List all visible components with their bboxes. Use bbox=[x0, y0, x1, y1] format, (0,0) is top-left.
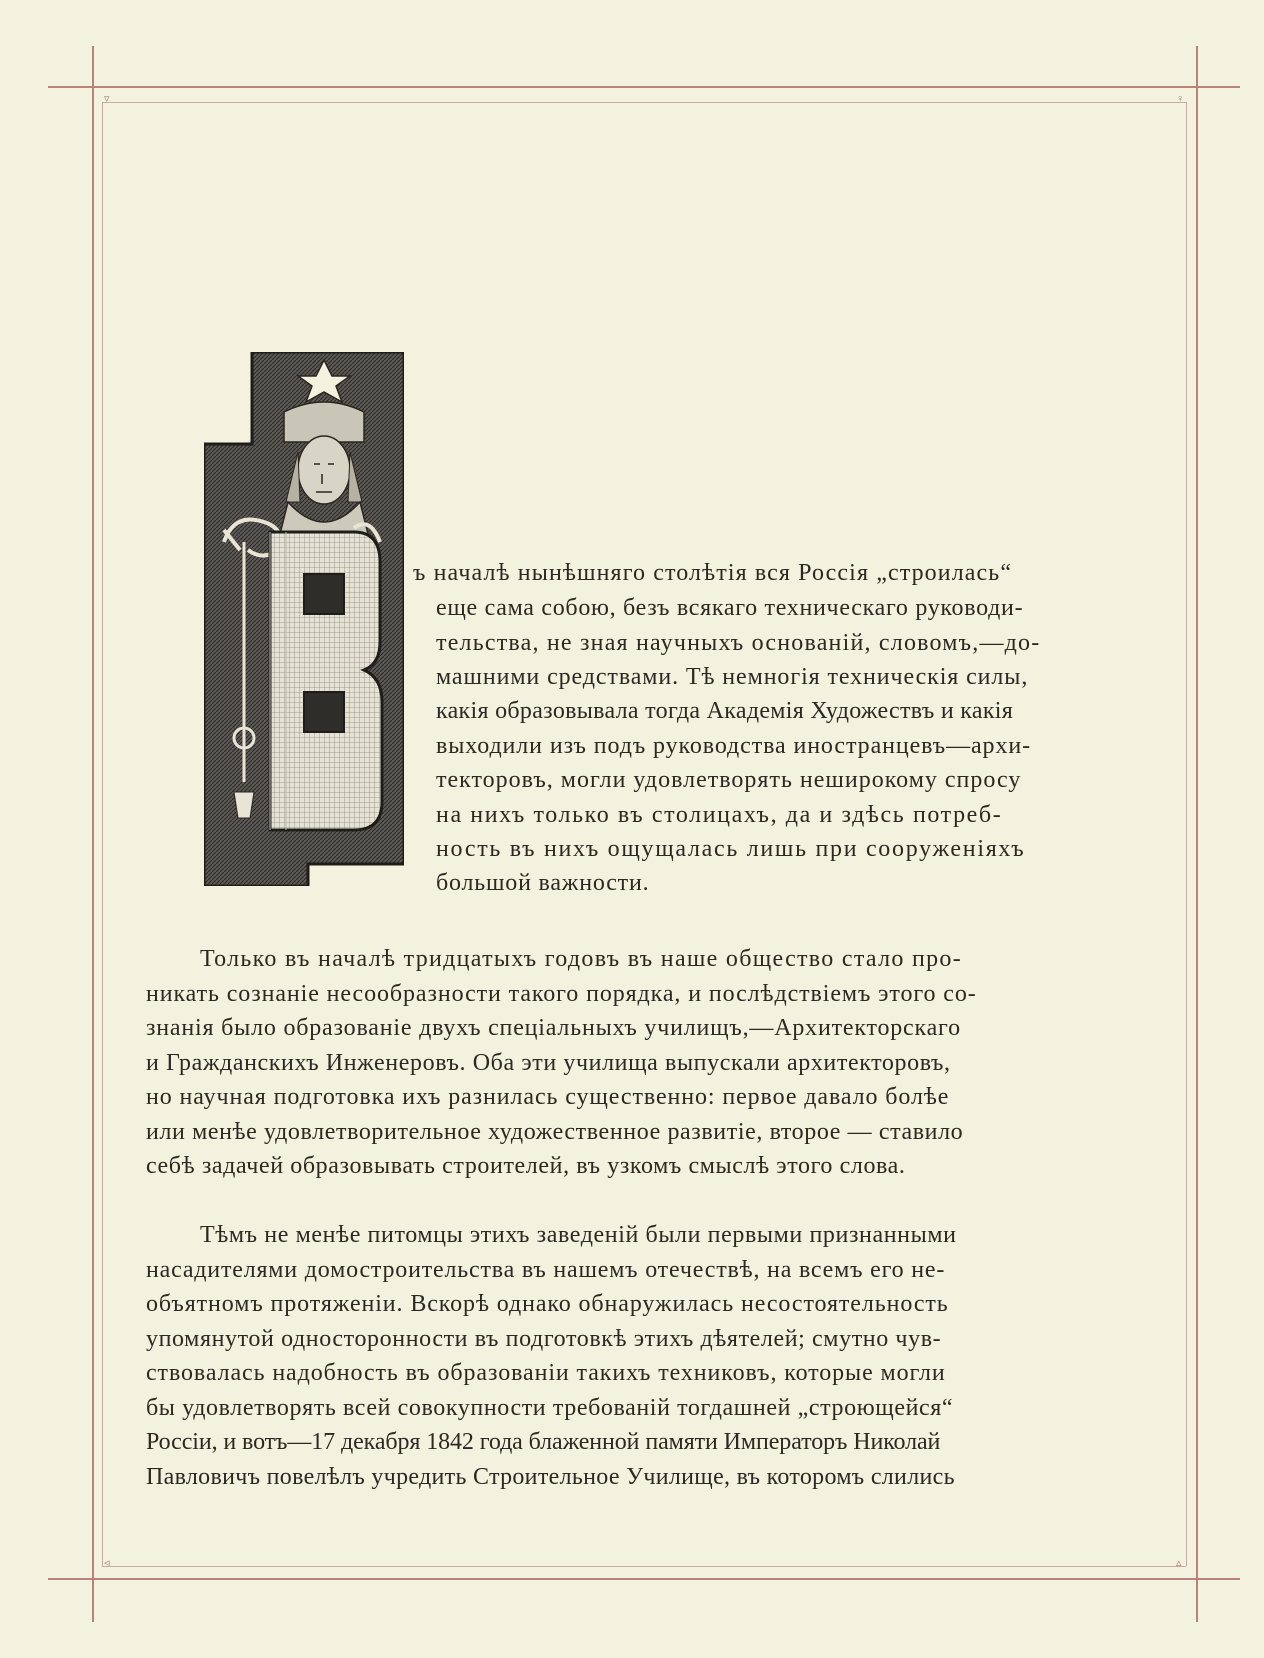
text-line: никать сознаніе несообразности такого порядка, и послѣдствіемъ этого со- bbox=[146, 981, 977, 1007]
frame-top-rule bbox=[48, 86, 1240, 88]
text-line: насадителями домостроительства въ нашемъ отечествѣ, на всемъ его не- bbox=[146, 1257, 946, 1283]
text-line: машними средствами. Тѣ немногія техническія силы, bbox=[436, 664, 1029, 690]
inner-frame-left bbox=[102, 102, 103, 1566]
text-line: ъ началѣ нынѣшняго столѣтія вся Россія „строилась“ bbox=[413, 560, 1013, 586]
text-line: на нихъ только въ столицахъ, да и здѣсь потреб- bbox=[436, 802, 1003, 828]
text-line: текторовъ, могли удовлетворять неширокому спросу bbox=[436, 767, 1022, 793]
text-line: тельства, не зная научныхъ основаній, словомъ,—до- bbox=[436, 630, 1041, 656]
text-line: бы удовлетворять всей совокупности требованій тогдашней „строющейся“ bbox=[146, 1395, 954, 1421]
text-line: упомянутой односторонности въ подготовкѣ этихъ дѣятелей; смутно чув- bbox=[146, 1326, 942, 1352]
text-line: большой важности. bbox=[436, 870, 650, 896]
frame-right-rule bbox=[1196, 46, 1198, 1622]
frame-left-rule bbox=[92, 46, 94, 1622]
text-line: но научная подготовка ихъ разнилась существенно: первое давало болѣе bbox=[146, 1084, 950, 1110]
text-line: Россіи, и вотъ—17 декабря 1842 года блаженной памяти Императоръ Николай bbox=[146, 1429, 941, 1455]
frame-bottom-rule bbox=[48, 1578, 1240, 1580]
corner-ornament-icon: ◃ bbox=[104, 1557, 110, 1569]
text-line: себѣ задачей образовывать строителей, въ узкомъ смыслѣ этого слова. bbox=[146, 1153, 906, 1179]
corner-ornament-icon: ▿ bbox=[104, 93, 110, 105]
text-line: ствовалась надобность въ образованіи такихъ техниковъ, которые могли bbox=[146, 1360, 946, 1386]
inner-frame-bottom bbox=[102, 1566, 1186, 1567]
text-line: или менѣе удовлетворительное художественное развитіе, второе — ставило bbox=[146, 1119, 964, 1145]
decorative-initial-letter bbox=[204, 352, 404, 886]
inner-frame-right bbox=[1186, 102, 1187, 1566]
text-line: объятномъ протяженіи. Вскорѣ однако обнаружилась несостоятельность bbox=[146, 1291, 949, 1317]
text-line: какія образовывала тогда Академія Художествъ и какія bbox=[436, 698, 1014, 724]
text-line: Тѣмъ не менѣе питомцы этихъ заведеній были первыми признанными bbox=[200, 1222, 957, 1248]
text-line: Только въ началѣ тридцатыхъ годовъ въ наше общество стало про- bbox=[200, 946, 962, 972]
text-line: знанія было образованіе двухъ спеціальныхъ училищъ,—Архитекторскаго bbox=[146, 1015, 961, 1041]
text-line: выходили изъ подъ руководства иностранцевъ—архи- bbox=[436, 733, 1031, 759]
text-line: еще сама собою, безъ всякаго техническаго руководи- bbox=[436, 595, 1024, 621]
corner-ornament-icon: ▵ bbox=[1176, 1557, 1182, 1569]
text-line: Павловичъ повелѣлъ учредить Строительное Училище, въ которомъ слились bbox=[146, 1464, 955, 1490]
text-line: и Гражданскихъ Инженеровъ. Оба эти училища выпускали архитекторовъ, bbox=[146, 1050, 951, 1076]
inner-frame-top bbox=[102, 102, 1186, 103]
text-line: ность въ нихъ ощущалась лишь при сооруженіяхъ bbox=[436, 836, 1026, 862]
corner-ornament-icon: ♀ bbox=[1176, 93, 1185, 105]
